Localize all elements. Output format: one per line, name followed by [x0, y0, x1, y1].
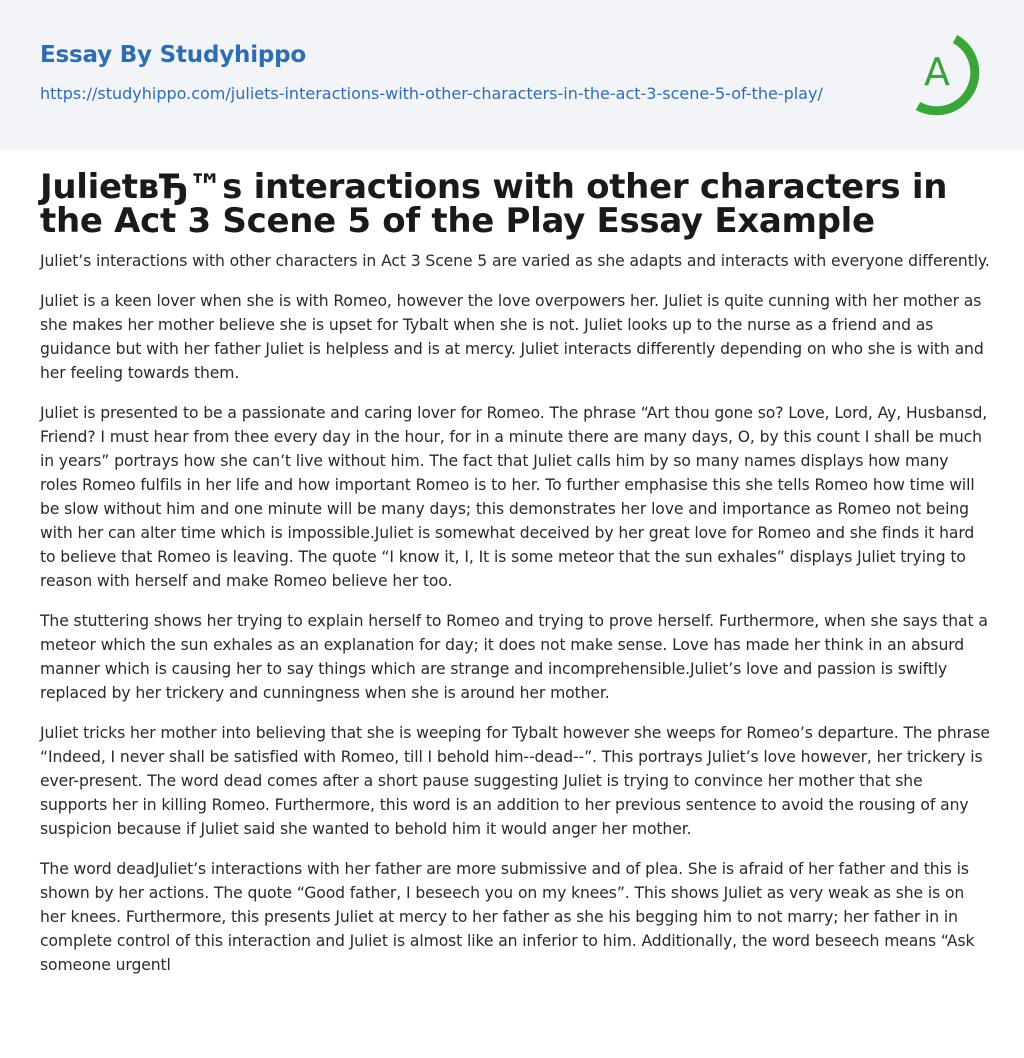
source-url-link[interactable]: https://studyhippo.com/juliets-interactions-with-other-characters-in-the-act-3-scene-5-of-the-play/ — [40, 84, 823, 103]
paragraph: Juliet is presented to be a passionate and caring lover for Romeo. The phrase “Art thou gone so? Love, Lord, Ay, Husbansd, Friend? I must hear from thee every day in the hour, for in a minute there are many days, O, by this count I shall be much in years” portrays how she can’t live without him. The fact that Juliet calls him by so many names displays how many roles Romeo fulfils in her life and how important Romeo is to her. To further emphasise this she tells Romeo how time will be slow without him and one minute will be many days; this demonstrates her love and importance as Romeo not being with her can alter time which is impossible.Juliet is somewhat deceived by her great love for Romeo and she finds it hard to believe that Romeo is leaving. The quote “I know it, I, It is some meteor that the sun exhales” displays Juliet trying to reason with herself and make Romeo believe her too. — [40, 404, 988, 590]
logo-letter: A — [924, 50, 950, 94]
paragraph: Juliet’s interactions with other characters in Act 3 Scene 5 are varied as she adapts and interacts with everyone differently. — [40, 252, 990, 270]
article-body — [40, 249, 990, 993]
paragraph: Juliet is a keen lover when she is with Romeo, however the love overpowers her. Juliet is quite cunning with her mother as she makes her mother believe she is upset for Tybalt when she is not. Juliet looks up to the nurse as a friend and as guidance but with her father Juliet is helpless and is at mercy. Juliet interacts differently depending on who she is with and her feeling towards them. — [40, 292, 984, 382]
paragraph: The word deadJuliet’s interactions with her father are more submissive and of plea. She is afraid of her father and this is shown by her actions. The quote “Good father, I beseech you on my knees”. This shows Juliet as very weak as she is on her knees. Furthermore, this presents Juliet at mercy to her father as she his begging him to not marry; her father in in complete control of this interaction and Juliet is almost like an inferior to him. Additionally, the word beseech means “Ask someone urgentl — [40, 860, 975, 974]
paragraph: Juliet tricks her mother into believing that she is weeping for Tybalt however she weeps for Romeo’s departure. The phrase “Indeed, I never shall be satisfied with Romeo, till I behold him--dead--”. This portrays Juliet’s love however, her trickery is ever-present. The word dead comes after a short pause suggesting Juliet is trying to convince her mother that she supports her in killing Romeo. Furthermore, this word is an addition to her previous sentence to avoid the rousing of any suspicion because if Juliet said she wanted to behold him it would anger her mother. — [40, 724, 990, 838]
paragraph: The stuttering shows her trying to explain herself to Romeo and trying to prove herself. Furthermore, when she says that a meteor which the sun exhales as an explanation for day; it does not make sense. Love has made her think in an absurd manner which is causing her to say things which are strange and incomprehensible.Juliet’s love and passion is swiftly replaced by her trickery and cunningness when she is around her mother. — [40, 612, 988, 702]
site-header — [0, 0, 1024, 150]
article-title: JulietвЂ™s interactions with other characters in the Act 3 Scene 5 of the Play Essay Example — [40, 167, 948, 241]
brand-title[interactable]: Essay By Studyhippo — [40, 42, 307, 68]
studyhippo-logo-icon[interactable] — [898, 30, 984, 116]
